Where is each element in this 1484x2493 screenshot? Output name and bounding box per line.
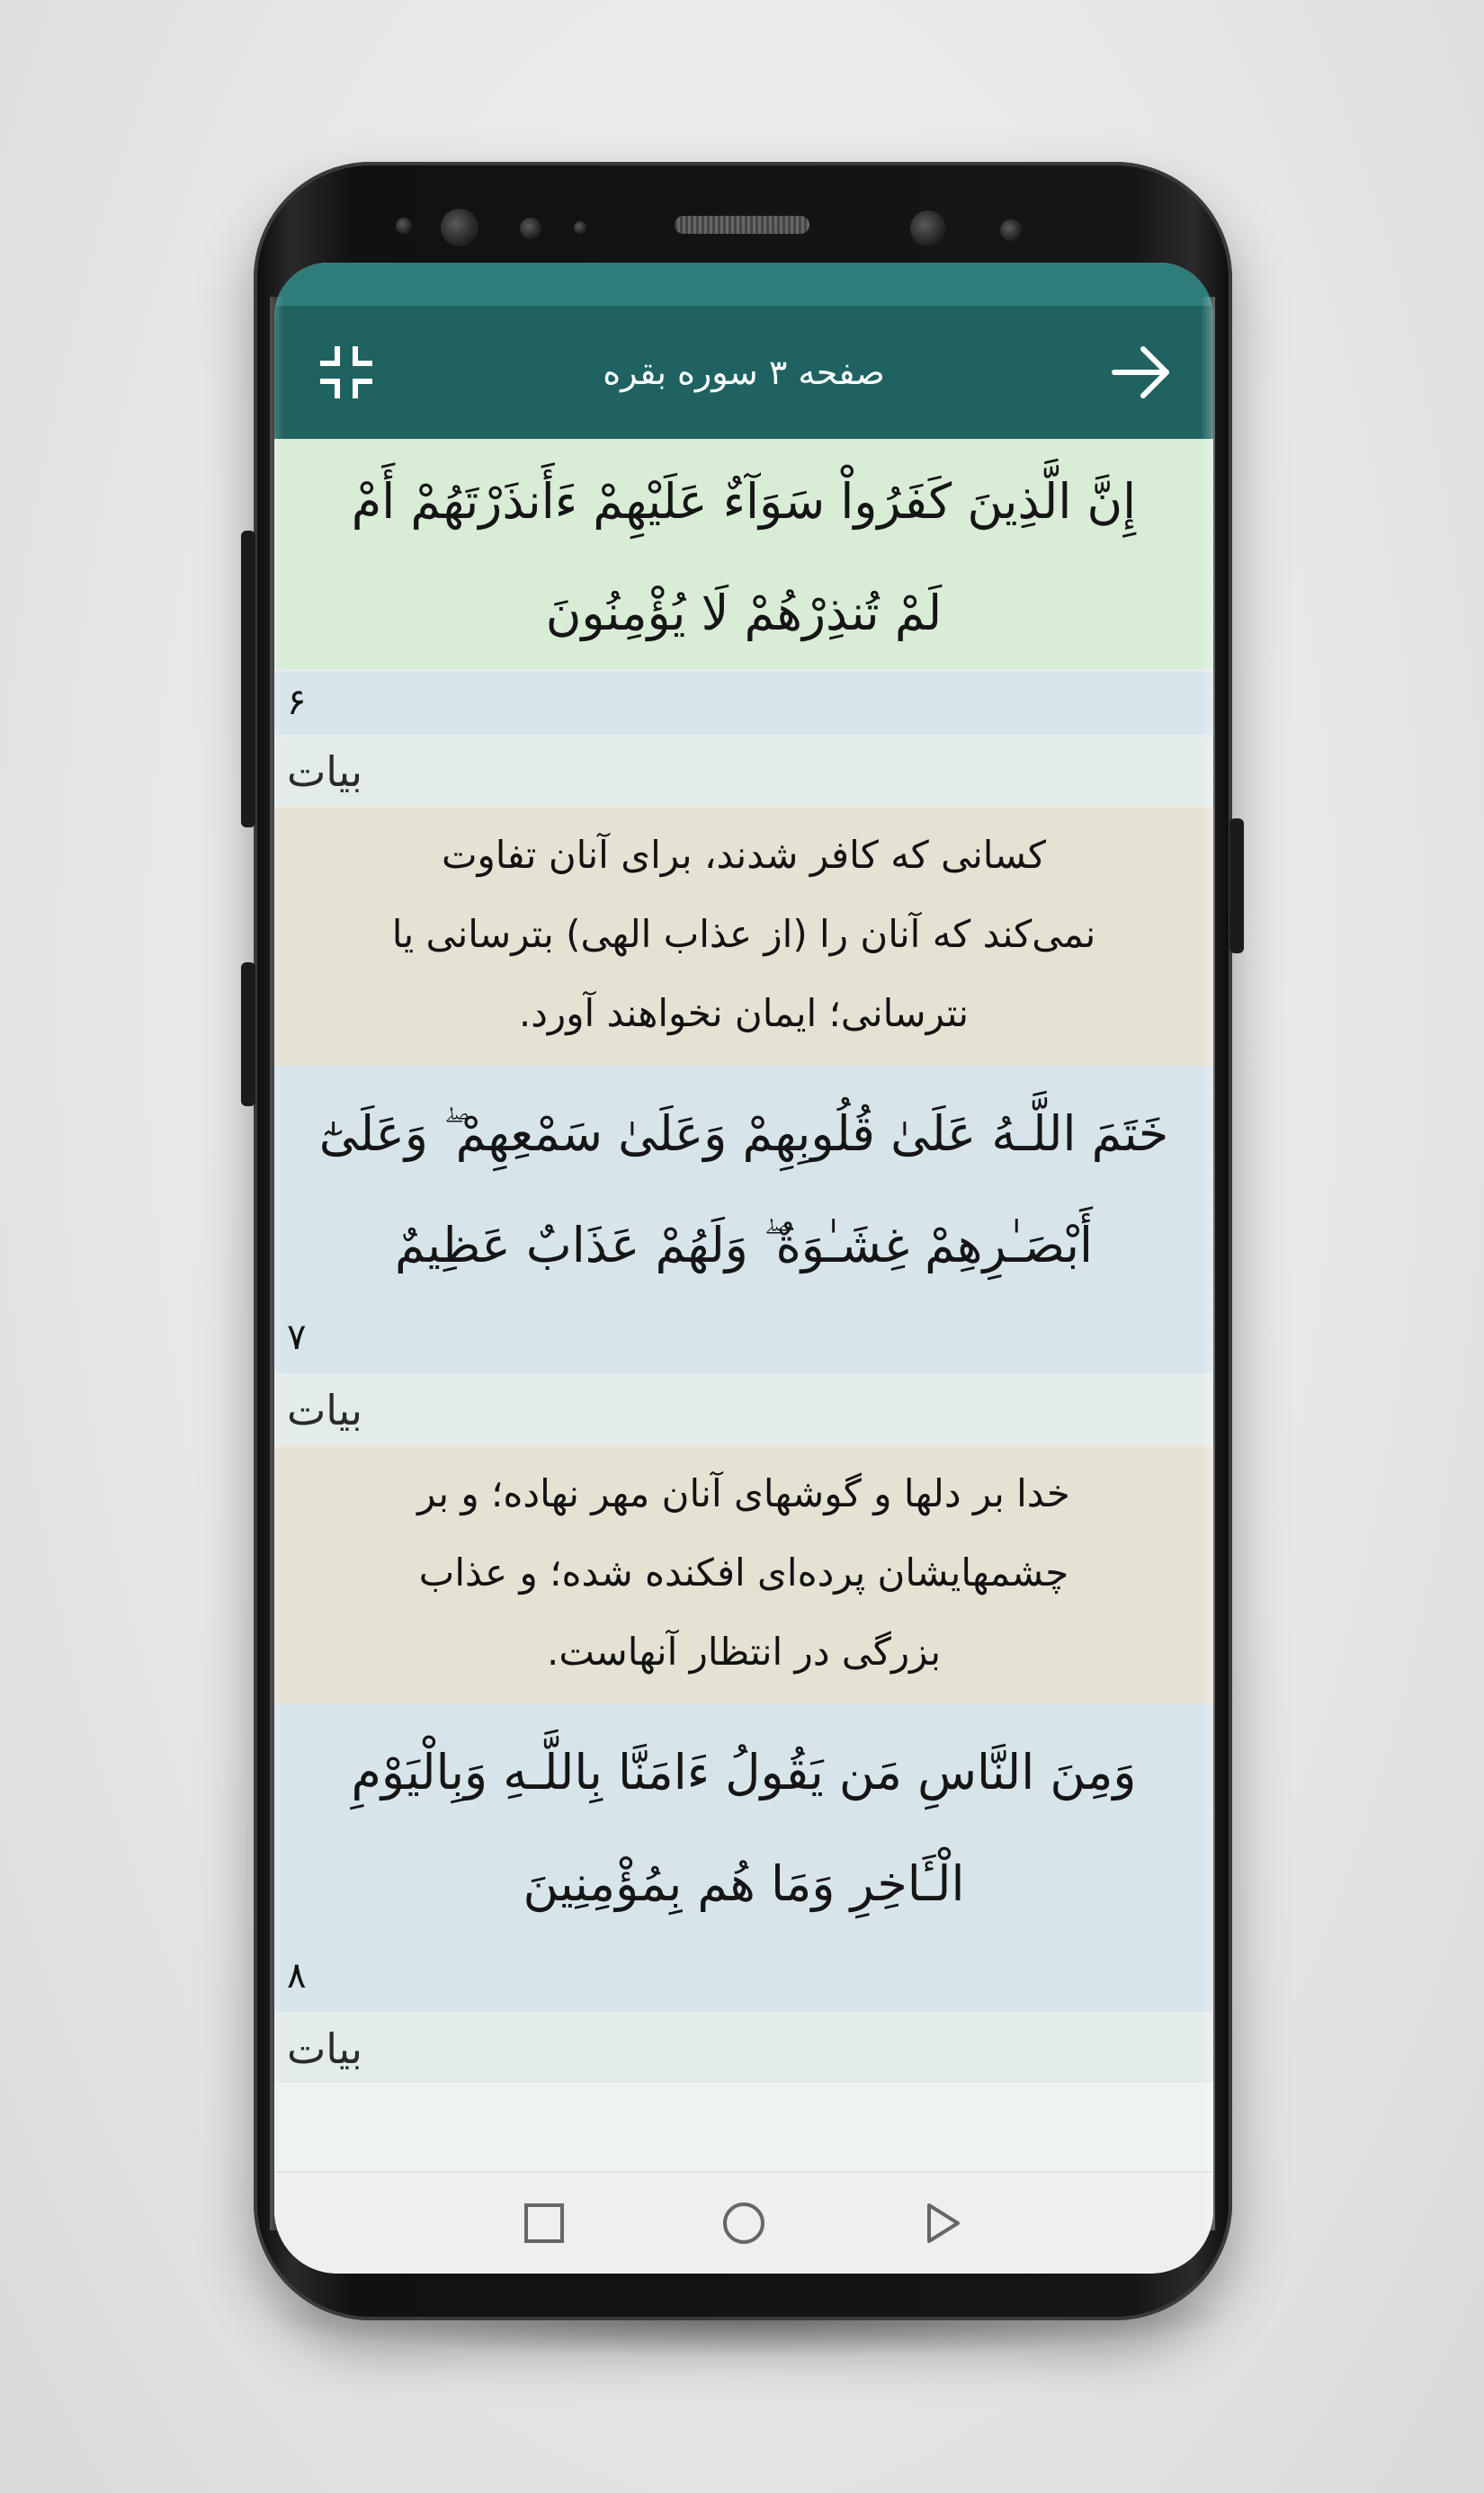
- proximity-sensor-dot: [520, 218, 541, 239]
- volume-down-button: [241, 962, 255, 1106]
- bayat-button[interactable]: بیات: [274, 1376, 1213, 1444]
- iris-camera-lens: [910, 210, 946, 246]
- volume-up-button: [241, 531, 255, 827]
- phone-screen: [274, 263, 1213, 2274]
- arabic-line: خَتَمَ اللَّـهُ عَلَىٰ قُلُوبِهِمْ وَعَلَىٰ سَمْعِهِمْ ۖ وَعَلَىٰٓ: [318, 1105, 1169, 1162]
- arabic-line: وَمِنَ النَّاسِ مَن يَقُولُ ءَامَنَّا بِاللَّـهِ وَبِالْيَوْمِ: [351, 1744, 1137, 1800]
- verse-number: ۸: [287, 1955, 307, 1997]
- arabic-line: الْـَٔاخِرِ وَمَا هُم بِمُؤْمِنِينَ: [523, 1855, 965, 1912]
- translation-line: خدا بر دلها و گوشهای آنان مهر نهاده؛ و بر: [417, 1471, 1070, 1515]
- triangle-icon[interactable]: [915, 2196, 969, 2250]
- front-sensor-dot: [396, 218, 412, 234]
- verse-number: ۶: [287, 682, 307, 723]
- square-icon[interactable]: [517, 2196, 571, 2250]
- arabic-line: أَبْصَـٰرِهِمْ غِشَـٰوَةٌ ۖ وَلَهُمْ عَذَابٌ عَظِيمٌ: [395, 1217, 1093, 1273]
- verse-list[interactable]: [274, 439, 1213, 2173]
- translation-line: نترسانی؛ ایمان نخواهند آورد.: [518, 991, 970, 1035]
- translation-line: چشمهایشان پرده‌ای افکنده شده؛ و عذاب: [418, 1550, 1069, 1595]
- bayat-button[interactable]: بیات: [274, 737, 1213, 806]
- page-title: صفحه ۳ سوره بقره: [603, 353, 885, 392]
- light-sensor-dot: [574, 221, 586, 234]
- arabic-line: إِنَّ الَّذِينَ كَفَرُواْ سَوَآءٌ عَلَيْهِمْ ءَأَنذَرْتَهُمْ أَمْ: [351, 473, 1137, 530]
- verse-number: ۷: [287, 1317, 307, 1358]
- power-button: [1229, 818, 1244, 953]
- arabic-verse-text: [274, 1066, 1213, 1301]
- status-bar: [274, 263, 1213, 306]
- circle-icon[interactable]: [717, 2196, 771, 2250]
- verse-card[interactable]: [274, 1704, 1213, 2015]
- verse-number-row: [274, 672, 1213, 737]
- arabic-verse-text: [274, 1704, 1213, 1940]
- front-camera-lens: [441, 209, 478, 246]
- arrow-right-icon[interactable]: [1109, 342, 1174, 403]
- arabic-verse-text: [274, 439, 1213, 669]
- verse-card[interactable]: [274, 439, 1213, 672]
- earpiece-speaker: [675, 216, 809, 234]
- translation-line: کسانی که کافر شدند، برای آنان تفاوت: [441, 833, 1047, 877]
- app-bar: [274, 306, 1213, 439]
- verse-card[interactable]: [274, 1066, 1213, 1376]
- translation-text: [274, 806, 1213, 1066]
- navigation-bar: [274, 2171, 1213, 2274]
- translation-line: نمی‌کند که آنان را (از عذاب الهی) بترسانی یا: [391, 912, 1096, 956]
- translation-text: [274, 1444, 1213, 1704]
- iris-sensor-dot: [1000, 219, 1022, 241]
- translation-line: بزرگی در انتظار آنهاست.: [546, 1630, 942, 1674]
- bayat-button[interactable]: بیات: [274, 2015, 1213, 2083]
- arabic-line: لَمْ تُنذِرْهُمْ لَا يُؤْمِنُونَ: [545, 585, 943, 641]
